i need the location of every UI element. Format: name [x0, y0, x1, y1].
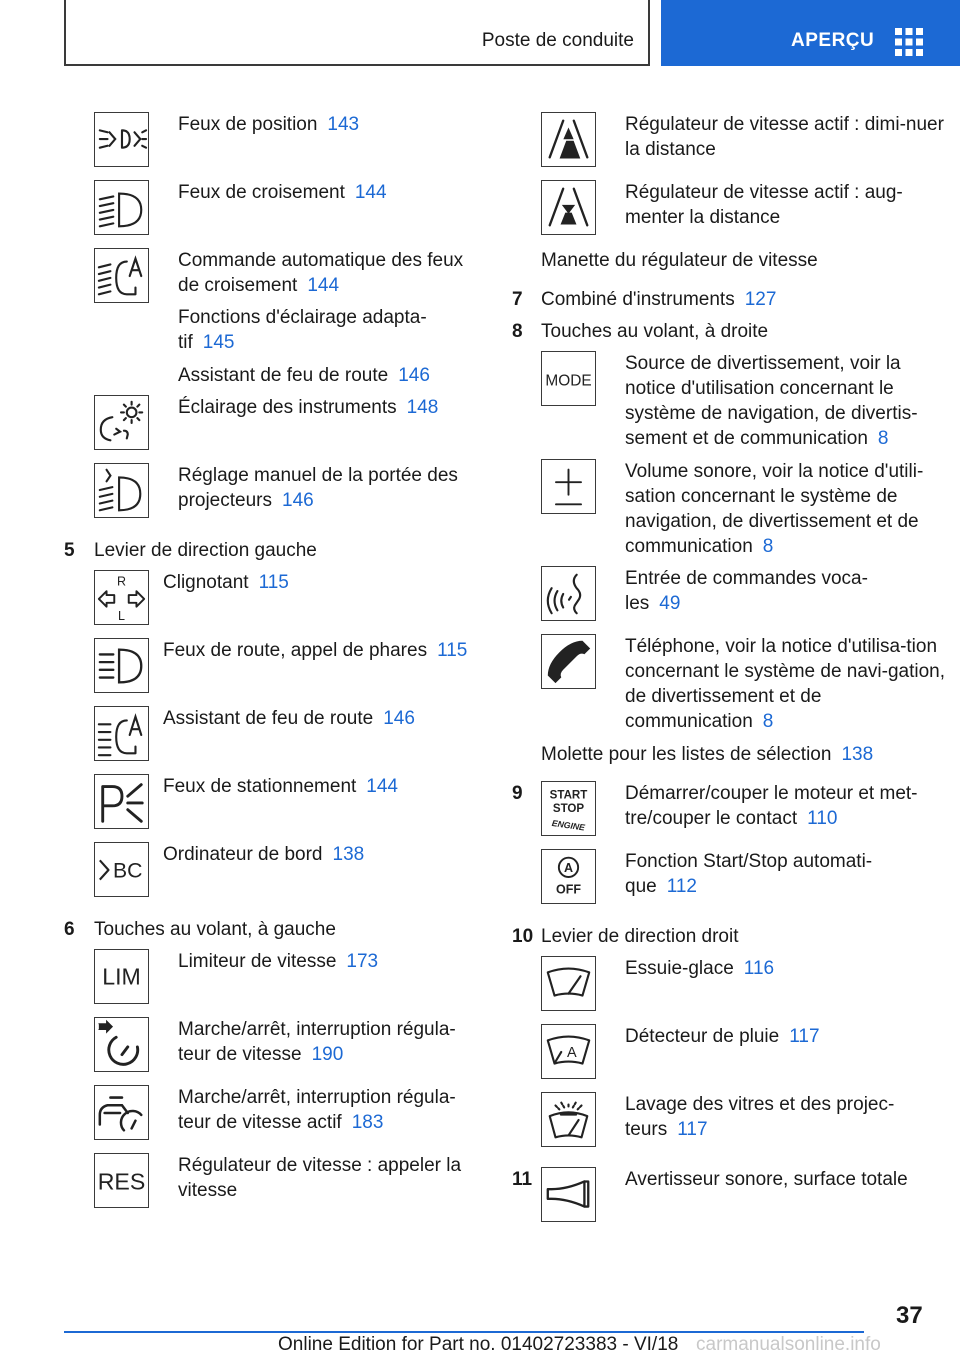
page-ref-link[interactable]: 117 [677, 1119, 708, 1140]
icon-label-stop: STOP [552, 802, 585, 815]
page-ref-link[interactable]: 144 [307, 275, 340, 296]
item-text: Clignotant [163, 572, 249, 593]
list-item [625, 781, 945, 831]
list-item [178, 363, 478, 388]
active-cruise-control-icon [94, 1085, 149, 1140]
page-ref-link[interactable]: 183 [351, 1112, 384, 1133]
icon-label: RES [97, 1168, 146, 1195]
speed-limiter-icon [94, 949, 149, 1004]
list-item [625, 1092, 915, 1142]
header-title-box [64, 0, 650, 66]
page-ref-link[interactable]: 190 [311, 1044, 344, 1065]
page-ref-link[interactable]: 146 [383, 708, 415, 729]
icon-letter-a: A [563, 861, 574, 876]
item-text: Feux de croisement [178, 182, 345, 203]
icon-letter-l: L [118, 609, 125, 624]
page-ref-link[interactable]: 8 [762, 536, 774, 557]
item-text: Source de divertissement, voir la notice d'utilisation concernant le système de navigation, de divertis-sement et de communication [625, 353, 918, 449]
section-heading: Levier de direction droit [541, 926, 739, 947]
item-number: 10 [512, 926, 534, 947]
list-item [541, 742, 941, 767]
item-text: Régulateur de vitesse actif : aug-menter la distance [625, 182, 903, 228]
turn-signal-icon [94, 570, 149, 625]
icon-label: BC [113, 859, 143, 883]
list-item [178, 248, 478, 298]
section-heading: Touches au volant, à gauche [94, 919, 336, 940]
item-text: Régulateur de vitesse : appeler la vitesse [178, 1155, 462, 1201]
icon-label: LIM [102, 963, 141, 990]
item-text: Feux de position [178, 114, 318, 135]
page-ref-link[interactable]: 146 [282, 490, 314, 511]
list-item [178, 180, 478, 205]
phone-icon [541, 634, 596, 689]
item-text: Éclairage des instruments [178, 397, 397, 418]
item-text: Assistant de feu de route [178, 365, 389, 386]
washer-icon [541, 1092, 596, 1147]
list-item [541, 248, 941, 273]
list-item [178, 395, 478, 420]
list-item [625, 1167, 945, 1192]
list-item [178, 463, 478, 513]
rain-sensor-icon [541, 1024, 596, 1079]
item-text: Molette pour les listes de sélection [541, 744, 832, 765]
item-number: 7 [512, 289, 523, 310]
list-item [163, 638, 483, 663]
heading-text: Combiné d'instruments [541, 289, 735, 310]
page-number: 37 [896, 1302, 923, 1329]
mode-button-icon [541, 351, 596, 406]
page-ref-link[interactable]: 116 [743, 958, 775, 979]
auto-low-beam-icon [94, 248, 149, 303]
item-text: Entrée de commandes voca-les [625, 568, 868, 614]
page-ref-link[interactable]: 173 [346, 951, 379, 972]
list-item [163, 706, 483, 731]
page-ref-link[interactable]: 138 [841, 744, 874, 765]
list-item [178, 112, 478, 137]
item-text: Manette du régulateur de vitesse [541, 250, 818, 271]
item-text: Lavage des vitres et des projec-teurs [625, 1094, 895, 1140]
position-lights-icon [94, 112, 149, 167]
page-ref-link[interactable]: 146 [398, 365, 430, 386]
instrument-lighting-icon [94, 395, 149, 450]
section-heading: Levier de direction gauche [94, 540, 317, 561]
icon-label-start: START [549, 789, 588, 802]
icon-letter-r: R [116, 574, 127, 589]
list-item [163, 842, 483, 867]
header-section-tab[interactable] [661, 0, 960, 66]
item-text: Avertisseur sonore, surface totale [625, 1169, 908, 1190]
list-item [625, 459, 945, 559]
grid-menu-icon[interactable] [895, 28, 923, 56]
page-ref-link[interactable]: 115 [258, 572, 289, 593]
cruise-control-icon [94, 1017, 149, 1072]
list-item [163, 774, 483, 799]
item-text: Ordinateur de bord [163, 844, 323, 865]
footer-watermark: carmanualsonline.info [696, 1334, 881, 1355]
voice-command-icon [541, 566, 596, 621]
high-beam-assist-icon [94, 706, 149, 761]
item-text: Feux de route, appel de phares [163, 640, 428, 661]
parking-lights-icon [94, 774, 149, 829]
footer-divider [64, 1331, 864, 1333]
item-number: 9 [512, 783, 523, 804]
page-ref-link[interactable]: 144 [354, 182, 387, 203]
list-item [625, 956, 945, 981]
item-text: Téléphone, voir la notice d'utilisa-tion concernant le système de navi-gation, de divertissement et de communication [625, 636, 946, 732]
horn-icon [541, 1167, 596, 1222]
list-item [625, 634, 945, 734]
item-text: Commande automatique des feux de croisement [178, 250, 464, 296]
list-item [178, 949, 478, 974]
item-number: 8 [512, 321, 523, 342]
item-text: Essuie-glace [625, 958, 734, 979]
page-ref-link[interactable]: 127 [744, 289, 777, 310]
page-ref-link[interactable]: 112 [666, 876, 697, 897]
list-item [625, 566, 885, 616]
list-item [625, 1024, 945, 1049]
item-text: Marche/arrêt, interruption régula-teur de vitesse [178, 1019, 456, 1065]
icon-label: MODE [545, 372, 592, 390]
footer-edition: Online Edition for Part no. 01402723383 - VI/18 [278, 1334, 679, 1355]
list-item [178, 1085, 478, 1135]
item-text: Assistant de feu de route [163, 708, 374, 729]
item-text: Fonctions d'éclairage adapta-tif [178, 307, 427, 353]
page-ref-link[interactable]: 138 [332, 844, 365, 865]
auto-start-stop-icon [541, 849, 596, 904]
distance-decrease-icon [541, 112, 596, 167]
wiper-icon [541, 956, 596, 1011]
item-text: Détecteur de pluie [625, 1026, 780, 1047]
section-heading: Touches au volant, à droite [541, 321, 769, 342]
chapter-title: Poste de conduite [481, 30, 634, 51]
list-item [625, 849, 895, 899]
list-item [178, 1153, 478, 1203]
list-item [178, 1017, 478, 1067]
list-item [178, 305, 433, 355]
item-text: Limiteur de vitesse [178, 951, 337, 972]
section-heading [541, 287, 941, 312]
page-ref-link[interactable]: 110 [807, 808, 838, 829]
high-beam-icon [94, 638, 149, 693]
item-text: Feux de stationnement [163, 776, 357, 797]
item-text: Volume sonore, voir la notice d'utili-sation concernant le système de navigation, de divertissement et de communication [625, 461, 924, 557]
item-number: 6 [64, 919, 75, 940]
onboard-computer-icon [94, 842, 149, 897]
icon-label-engine: ENGINE [551, 817, 586, 833]
list-item [625, 112, 945, 162]
section-label: APERÇU [791, 30, 875, 51]
list-item [625, 180, 945, 230]
page-ref-link[interactable]: 144 [366, 776, 398, 797]
icon-label-off: OFF [555, 882, 582, 897]
headlight-range-icon [94, 463, 149, 518]
page-ref-link[interactable]: 8 [762, 711, 774, 732]
low-beam-icon [94, 180, 149, 235]
page-ref-link[interactable]: 8 [877, 428, 889, 449]
page-ref-link[interactable]: 143 [327, 114, 360, 135]
page-ref-link[interactable]: 117 [789, 1026, 820, 1047]
item-number: 11 [512, 1169, 533, 1190]
icon-letter-a: A [567, 1044, 577, 1061]
item-text: Marche/arrêt, interruption régula-teur de vitesse actif [178, 1087, 456, 1133]
item-text: Fonction Start/Stop automati-que [625, 851, 873, 897]
list-item [163, 570, 483, 595]
item-number: 5 [64, 540, 75, 561]
page-ref-link[interactable]: 148 [406, 397, 439, 418]
item-text: Démarrer/couper le moteur et met-tre/couper le contact [625, 783, 918, 829]
start-stop-engine-icon [541, 781, 596, 836]
distance-increase-icon [541, 180, 596, 235]
resume-speed-icon [94, 1153, 149, 1208]
page-ref-link[interactable]: 115 [437, 640, 468, 661]
list-item [625, 351, 945, 451]
item-text: Régulateur de vitesse actif : dimi-nuer la distance [625, 114, 944, 160]
page-ref-link[interactable]: 49 [659, 593, 681, 614]
page-ref-link[interactable]: 145 [202, 332, 235, 353]
volume-icon [541, 459, 596, 514]
item-text: Réglage manuel de la portée des projecteurs [178, 465, 458, 511]
